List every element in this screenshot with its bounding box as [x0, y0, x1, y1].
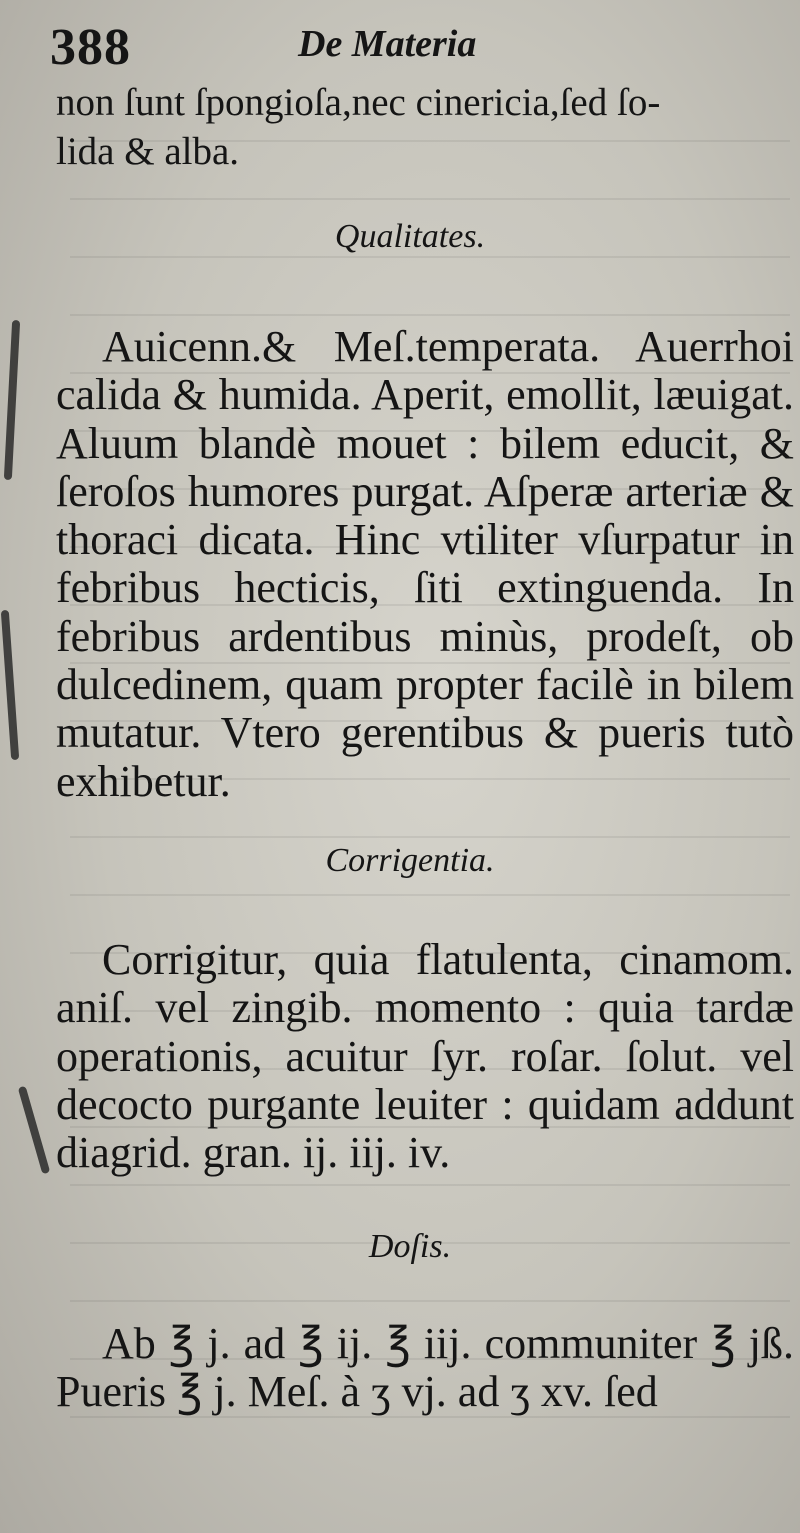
section-body-corrigentia — [56, 936, 794, 1177]
margin-mark — [1, 610, 19, 760]
page-number: 388 — [50, 19, 131, 76]
running-head: De Materia — [298, 23, 477, 65]
opening-line: lida & alba. — [56, 130, 240, 173]
page-header — [50, 18, 780, 88]
paragraph: Auicenn.& Meſ.temperata. Auerrhoi calida & humida. Aperit, emollit, læuigat. Aluum blandè mouet : bilem educit, & ſeroſos humores purgat. Aſperæ arteriæ & thoraci dicata. Hinc vtiliter vſurpatur in febribus hecticis, ſiti extinguenda. In febribus ardentibus minùs, prodeſt, ob dulcedinem, quam propter facilè in bilem mutatur. Vtero gerentibus & pueris tutò exhibetur. — [56, 322, 794, 806]
paragraph: Corrigitur, quia flatulenta, cinamom. aniſ. vel zingib. momento : quia tardæ operationis, acuitur ſyr. roſar. ſolut. vel decocto purgante leuiter : quidam addunt diagrid. gran. ij. iij. iv. — [56, 935, 794, 1178]
margin-mark — [4, 320, 20, 480]
section-heading-corrigentia: Corrigentia. — [325, 842, 495, 879]
margin-mark — [18, 1086, 50, 1175]
section-heading-dosis: Doſis. — [368, 1228, 452, 1265]
section-body-dosis — [56, 1320, 794, 1417]
section-heading-qualitates: Qualitates. — [334, 218, 486, 255]
paragraph: Ab ℥ j. ad ℥ ij. ℥ iij. communiter ℥ jß. Pueris ℥ j. Meſ. à ʒ vj. ad ʒ xv. ſed — [56, 1319, 794, 1417]
opening-line: non ſunt ſpongioſa,nec cinericia,ſed ſo- — [56, 81, 661, 124]
section-body-qualitates — [56, 323, 794, 806]
